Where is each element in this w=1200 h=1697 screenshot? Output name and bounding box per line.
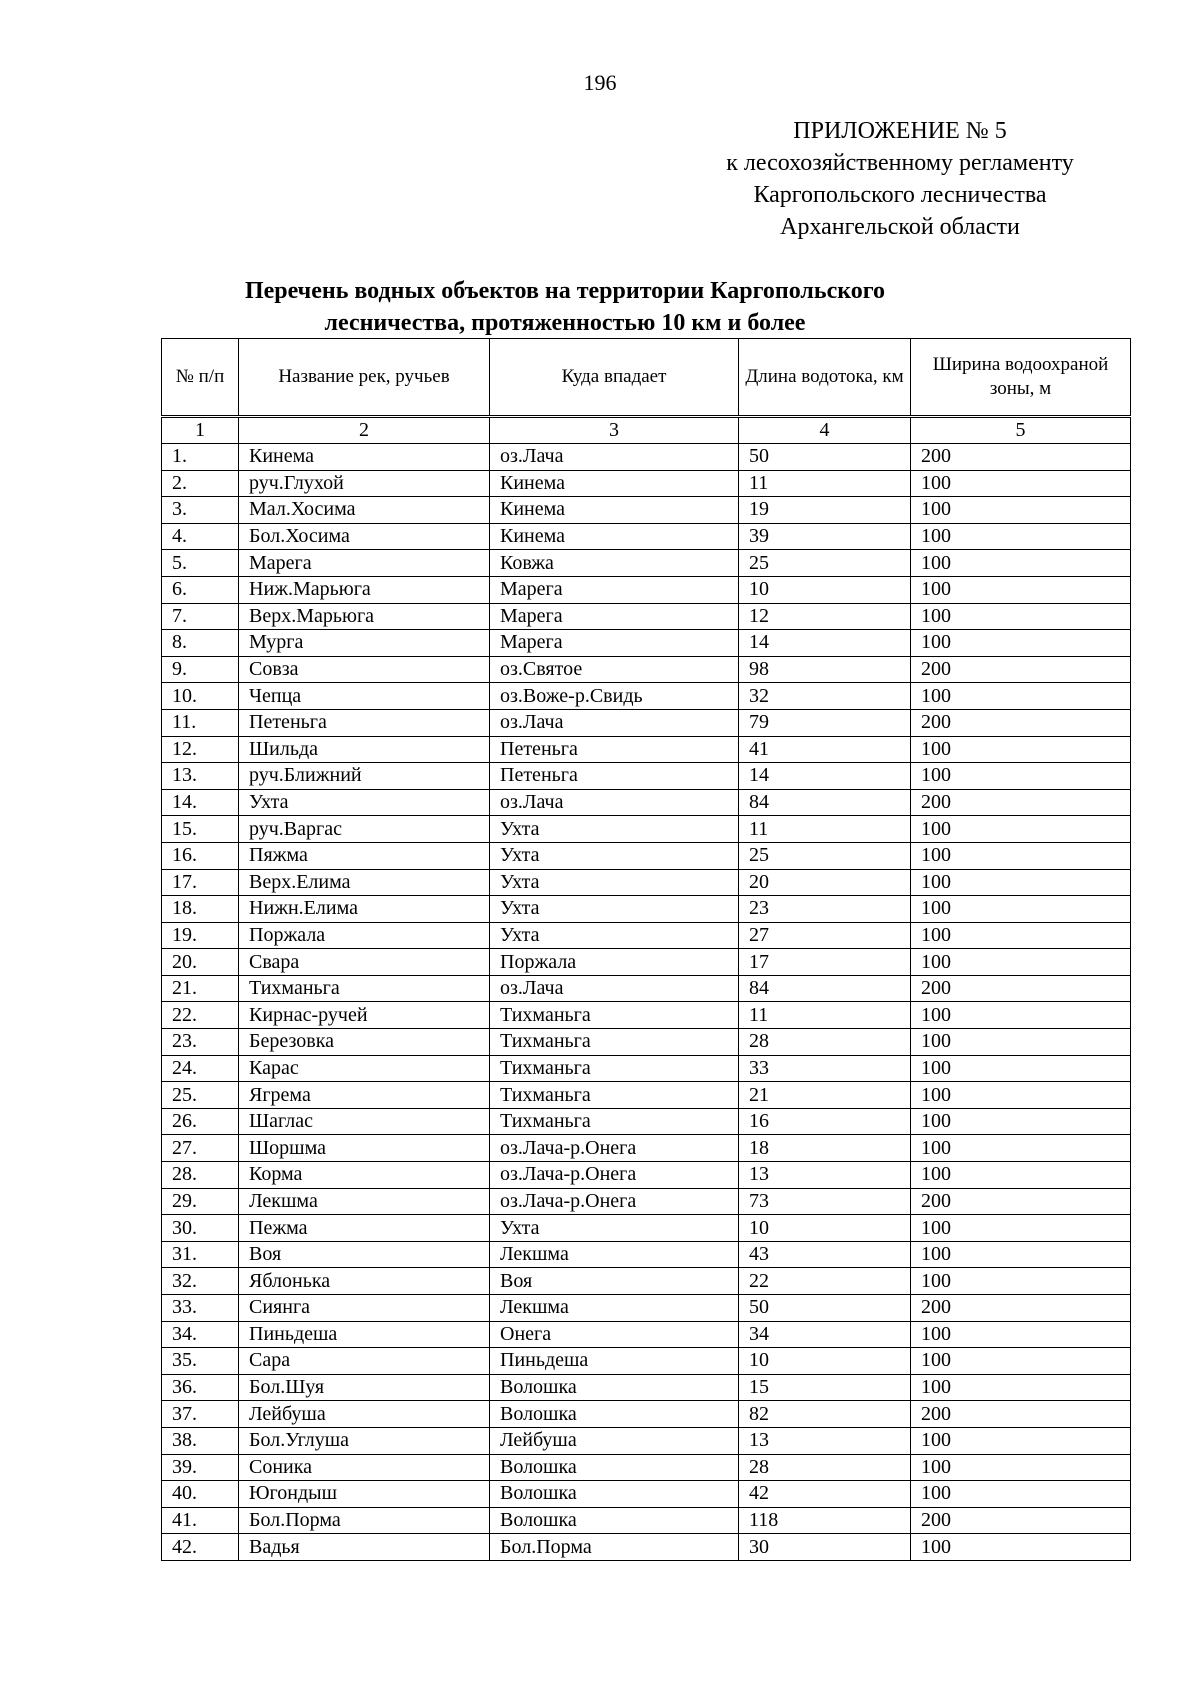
table-row — [162, 1135, 1131, 1162]
cell-protection-zone: 200 — [911, 1507, 1131, 1534]
cell-mouth: Кинема — [490, 470, 739, 497]
table-row — [162, 523, 1131, 550]
cell-number: 14. — [162, 789, 239, 816]
cell-protection-zone: 200 — [911, 1401, 1131, 1428]
cell-protection-zone: 100 — [911, 949, 1131, 976]
cell-protection-zone: 100 — [911, 842, 1131, 869]
table-row — [162, 576, 1131, 603]
cell-protection-zone: 100 — [911, 470, 1131, 497]
table-row — [162, 1055, 1131, 1082]
cell-river-name: руч.Варгас — [239, 816, 490, 843]
cell-length: 16 — [739, 1108, 911, 1135]
cell-river-name: Корма — [239, 1162, 490, 1189]
cell-protection-zone: 100 — [911, 896, 1131, 923]
cell-river-name: Бол.Хосима — [239, 523, 490, 550]
table-row — [162, 1188, 1131, 1215]
cell-number: 13. — [162, 763, 239, 790]
cell-protection-zone: 100 — [911, 1321, 1131, 1348]
column-number: 3 — [490, 417, 739, 444]
cell-river-name: Марега — [239, 550, 490, 577]
cell-mouth: оз.Лача-р.Онега — [490, 1162, 739, 1189]
table-row — [162, 656, 1131, 683]
table-row — [162, 603, 1131, 630]
cell-mouth: Волошка — [490, 1401, 739, 1428]
cell-number: 21. — [162, 975, 239, 1002]
cell-number: 29. — [162, 1188, 239, 1215]
cell-length: 84 — [739, 789, 911, 816]
cell-mouth: Волошка — [490, 1481, 739, 1508]
cell-mouth: оз.Воже-р.Свидь — [490, 683, 739, 710]
cell-river-name: Шоршма — [239, 1135, 490, 1162]
cell-protection-zone: 100 — [911, 1135, 1131, 1162]
table-row — [162, 470, 1131, 497]
cell-mouth: Лекшма — [490, 1295, 739, 1322]
cell-river-name: Бол.Шуя — [239, 1374, 490, 1401]
cell-mouth: Ухта — [490, 816, 739, 843]
cell-river-name: Лейбуша — [239, 1401, 490, 1428]
cell-length: 17 — [739, 949, 911, 976]
cell-mouth: оз.Святое — [490, 656, 739, 683]
cell-number: 31. — [162, 1241, 239, 1268]
cell-mouth: Ухта — [490, 842, 739, 869]
page-number: 196 — [583, 70, 617, 95]
cell-number: 2. — [162, 470, 239, 497]
cell-length: 79 — [739, 709, 911, 736]
cell-river-name: Ухта — [239, 789, 490, 816]
table-row — [162, 1427, 1131, 1454]
cell-river-name: Соника — [239, 1454, 490, 1481]
column-number: 4 — [739, 417, 911, 444]
cell-length: 50 — [739, 1295, 911, 1322]
cell-length: 15 — [739, 1374, 911, 1401]
cell-river-name: Кинема — [239, 444, 490, 471]
cell-number: 9. — [162, 656, 239, 683]
cell-mouth: Ухта — [490, 1215, 739, 1242]
cell-length: 98 — [739, 656, 911, 683]
cell-number: 32. — [162, 1268, 239, 1295]
table-row — [162, 1401, 1131, 1428]
cell-river-name: Тихманьга — [239, 975, 490, 1002]
cell-mouth: Воя — [490, 1268, 739, 1295]
cell-number: 5. — [162, 550, 239, 577]
cell-mouth: Волошка — [490, 1454, 739, 1481]
cell-protection-zone: 100 — [911, 1162, 1131, 1189]
cell-protection-zone: 100 — [911, 869, 1131, 896]
cell-protection-zone: 100 — [911, 1241, 1131, 1268]
table-row — [162, 1454, 1131, 1481]
cell-river-name: Ниж.Марьюга — [239, 576, 490, 603]
water-bodies-table — [161, 338, 1131, 1561]
cell-length: 13 — [739, 1162, 911, 1189]
cell-length: 13 — [739, 1427, 911, 1454]
table-row — [162, 975, 1131, 1002]
column-number: 2 — [239, 417, 490, 444]
cell-number: 15. — [162, 816, 239, 843]
cell-protection-zone: 100 — [911, 1454, 1131, 1481]
table-row — [162, 1002, 1131, 1029]
table-row — [162, 949, 1131, 976]
cell-protection-zone: 200 — [911, 656, 1131, 683]
cell-length: 11 — [739, 1002, 911, 1029]
cell-protection-zone: 200 — [911, 709, 1131, 736]
cell-mouth: Онега — [490, 1321, 739, 1348]
cell-length: 25 — [739, 842, 911, 869]
cell-river-name: Кирнас-ручей — [239, 1002, 490, 1029]
cell-length: 22 — [739, 1268, 911, 1295]
cell-river-name: Совза — [239, 656, 490, 683]
table-row — [162, 869, 1131, 896]
cell-length: 14 — [739, 630, 911, 657]
table-row — [162, 1268, 1131, 1295]
cell-number: 26. — [162, 1108, 239, 1135]
cell-number: 42. — [162, 1534, 239, 1561]
cell-length: 14 — [739, 763, 911, 790]
table-row — [162, 497, 1131, 524]
table-column-numbers-row — [162, 417, 1131, 444]
cell-river-name: Мурга — [239, 630, 490, 657]
cell-protection-zone: 100 — [911, 1108, 1131, 1135]
cell-river-name: Лекшма — [239, 1188, 490, 1215]
cell-river-name: руч.Ближний — [239, 763, 490, 790]
cell-number: 40. — [162, 1481, 239, 1508]
cell-river-name: Петеньга — [239, 709, 490, 736]
cell-mouth: Поржала — [490, 949, 739, 976]
cell-length: 30 — [739, 1534, 911, 1561]
cell-protection-zone: 100 — [911, 1002, 1131, 1029]
table-row — [162, 896, 1131, 923]
cell-river-name: Югондыш — [239, 1481, 490, 1508]
cell-mouth: Петеньга — [490, 763, 739, 790]
cell-mouth: Тихманьга — [490, 1082, 739, 1109]
table-row — [162, 550, 1131, 577]
appendix-line-4: Архангельской области — [780, 214, 1020, 240]
cell-protection-zone: 100 — [911, 1374, 1131, 1401]
cell-river-name: Бол.Порма — [239, 1507, 490, 1534]
cell-number: 19. — [162, 922, 239, 949]
cell-length: 12 — [739, 603, 911, 630]
cell-length: 20 — [739, 869, 911, 896]
cell-mouth: оз.Лача-р.Онега — [490, 1135, 739, 1162]
table-row — [162, 1481, 1131, 1508]
cell-number: 33. — [162, 1295, 239, 1322]
table-row — [162, 1321, 1131, 1348]
cell-number: 16. — [162, 842, 239, 869]
appendix-header — [660, 115, 1140, 243]
cell-mouth: Кинема — [490, 523, 739, 550]
cell-length: 42 — [739, 1481, 911, 1508]
table-header-row — [162, 339, 1131, 417]
cell-mouth: Лекшма — [490, 1241, 739, 1268]
cell-protection-zone: 200 — [911, 975, 1131, 1002]
table-row — [162, 1082, 1131, 1109]
table-row — [162, 709, 1131, 736]
cell-mouth: оз.Лача — [490, 789, 739, 816]
cell-mouth: Лейбуша — [490, 1427, 739, 1454]
header-mouth: Куда впадает — [490, 339, 739, 417]
cell-number: 39. — [162, 1454, 239, 1481]
appendix-line-1: ПРИЛОЖЕНИЕ № 5 — [793, 118, 1007, 144]
cell-protection-zone: 200 — [911, 789, 1131, 816]
cell-length: 32 — [739, 683, 911, 710]
cell-length: 118 — [739, 1507, 911, 1534]
cell-length: 82 — [739, 1401, 911, 1428]
cell-length: 28 — [739, 1454, 911, 1481]
cell-river-name: Шильда — [239, 736, 490, 763]
cell-protection-zone: 200 — [911, 444, 1131, 471]
table-row — [162, 736, 1131, 763]
cell-river-name: Березовка — [239, 1029, 490, 1056]
cell-river-name: Карас — [239, 1055, 490, 1082]
cell-mouth: Ковжа — [490, 550, 739, 577]
table-row — [162, 816, 1131, 843]
cell-protection-zone: 100 — [911, 497, 1131, 524]
cell-length: 50 — [739, 444, 911, 471]
cell-mouth: Тихманьга — [490, 1108, 739, 1135]
header-number: № п/п — [162, 339, 239, 417]
cell-river-name: Пиньдеша — [239, 1321, 490, 1348]
cell-river-name: Поржала — [239, 922, 490, 949]
cell-protection-zone: 100 — [911, 1481, 1131, 1508]
cell-river-name: Свара — [239, 949, 490, 976]
table-row — [162, 1241, 1131, 1268]
cell-protection-zone: 100 — [911, 1215, 1131, 1242]
cell-protection-zone: 100 — [911, 1534, 1131, 1561]
table-row — [162, 1108, 1131, 1135]
cell-length: 23 — [739, 896, 911, 923]
cell-river-name: Ягрема — [239, 1082, 490, 1109]
cell-protection-zone: 100 — [911, 1427, 1131, 1454]
cell-number: 36. — [162, 1374, 239, 1401]
cell-mouth: Тихманьга — [490, 1029, 739, 1056]
cell-number: 34. — [162, 1321, 239, 1348]
cell-mouth: Марега — [490, 603, 739, 630]
cell-river-name: Сара — [239, 1348, 490, 1375]
cell-number: 24. — [162, 1055, 239, 1082]
cell-number: 17. — [162, 869, 239, 896]
table-row — [162, 789, 1131, 816]
appendix-line-2: к лесохозяйственному регламенту — [726, 150, 1074, 176]
cell-protection-zone: 100 — [911, 1082, 1131, 1109]
cell-mouth: Пиньдеша — [490, 1348, 739, 1375]
cell-number: 35. — [162, 1348, 239, 1375]
cell-length: 10 — [739, 1348, 911, 1375]
cell-protection-zone: 100 — [911, 922, 1131, 949]
cell-length: 10 — [739, 576, 911, 603]
cell-length: 18 — [739, 1135, 911, 1162]
cell-mouth: Марега — [490, 630, 739, 657]
cell-length: 43 — [739, 1241, 911, 1268]
cell-river-name: Пежма — [239, 1215, 490, 1242]
table-row — [162, 1162, 1131, 1189]
cell-mouth: Ухта — [490, 869, 739, 896]
cell-number: 37. — [162, 1401, 239, 1428]
cell-number: 1. — [162, 444, 239, 471]
cell-river-name: Нижн.Елима — [239, 896, 490, 923]
column-number: 5 — [911, 417, 1131, 444]
cell-number: 27. — [162, 1135, 239, 1162]
cell-river-name: Воя — [239, 1241, 490, 1268]
column-number: 1 — [162, 417, 239, 444]
table-row — [162, 1029, 1131, 1056]
cell-number: 38. — [162, 1427, 239, 1454]
cell-protection-zone: 200 — [911, 1188, 1131, 1215]
cell-river-name: Чепца — [239, 683, 490, 710]
cell-mouth: Марега — [490, 576, 739, 603]
cell-length: 41 — [739, 736, 911, 763]
header-protection-zone: Ширина водоохраной зоны, м — [911, 339, 1131, 417]
cell-mouth: Ухта — [490, 922, 739, 949]
table-row — [162, 683, 1131, 710]
cell-length: 11 — [739, 816, 911, 843]
cell-protection-zone: 100 — [911, 1055, 1131, 1082]
header-length: Длина водотока, км — [739, 339, 911, 417]
cell-number: 41. — [162, 1507, 239, 1534]
table-row — [162, 1534, 1131, 1561]
cell-river-name: Сиянга — [239, 1295, 490, 1322]
table-row — [162, 1215, 1131, 1242]
cell-length: 28 — [739, 1029, 911, 1056]
cell-protection-zone: 100 — [911, 576, 1131, 603]
cell-river-name: Вадья — [239, 1534, 490, 1561]
cell-length: 11 — [739, 470, 911, 497]
cell-river-name: Пяжма — [239, 842, 490, 869]
cell-river-name: Шаглас — [239, 1108, 490, 1135]
table-row — [162, 444, 1131, 471]
table-row — [162, 922, 1131, 949]
cell-river-name: Верх.Марьюга — [239, 603, 490, 630]
cell-river-name: Верх.Елима — [239, 869, 490, 896]
cell-protection-zone: 100 — [911, 550, 1131, 577]
cell-mouth: Ухта — [490, 896, 739, 923]
document-title-line-1: Перечень водных объектов на территории Каргопольского — [244, 278, 886, 304]
cell-number: 25. — [162, 1082, 239, 1109]
document-title-line-2: лесничества, протяженностью 10 км и более — [324, 310, 806, 336]
table-row — [162, 1348, 1131, 1375]
cell-number: 30. — [162, 1215, 239, 1242]
cell-river-name: Бол.Углуша — [239, 1427, 490, 1454]
cell-mouth: Бол.Порма — [490, 1534, 739, 1561]
cell-river-name: Яблонька — [239, 1268, 490, 1295]
document-title — [150, 275, 980, 339]
cell-number: 8. — [162, 630, 239, 657]
cell-protection-zone: 100 — [911, 523, 1131, 550]
cell-number: 3. — [162, 497, 239, 524]
header-river-name: Название рек, ручьев — [239, 339, 490, 417]
cell-number: 28. — [162, 1162, 239, 1189]
cell-protection-zone: 100 — [911, 763, 1131, 790]
cell-length: 19 — [739, 497, 911, 524]
cell-length: 39 — [739, 523, 911, 550]
appendix-line-3: Каргопольского лесничества — [753, 182, 1047, 208]
cell-length: 84 — [739, 975, 911, 1002]
table-body — [162, 444, 1131, 1561]
table-row — [162, 630, 1131, 657]
cell-number: 4. — [162, 523, 239, 550]
cell-length: 27 — [739, 922, 911, 949]
cell-mouth: Кинема — [490, 497, 739, 524]
cell-protection-zone: 100 — [911, 736, 1131, 763]
cell-length: 73 — [739, 1188, 911, 1215]
cell-protection-zone: 100 — [911, 630, 1131, 657]
cell-number: 12. — [162, 736, 239, 763]
cell-mouth: оз.Лача — [490, 975, 739, 1002]
table-row — [162, 842, 1131, 869]
cell-protection-zone: 100 — [911, 1268, 1131, 1295]
cell-mouth: Петеньга — [490, 736, 739, 763]
cell-number: 6. — [162, 576, 239, 603]
cell-protection-zone: 100 — [911, 603, 1131, 630]
cell-number: 10. — [162, 683, 239, 710]
cell-mouth: оз.Лача-р.Онега — [490, 1188, 739, 1215]
cell-protection-zone: 100 — [911, 683, 1131, 710]
cell-number: 7. — [162, 603, 239, 630]
cell-number: 23. — [162, 1029, 239, 1056]
cell-number: 18. — [162, 896, 239, 923]
cell-length: 21 — [739, 1082, 911, 1109]
cell-protection-zone: 100 — [911, 816, 1131, 843]
table-row — [162, 1507, 1131, 1534]
cell-mouth: оз.Лача — [490, 444, 739, 471]
table-row — [162, 1295, 1131, 1322]
cell-mouth: Тихманьга — [490, 1002, 739, 1029]
cell-river-name: руч.Глухой — [239, 470, 490, 497]
table-row — [162, 1374, 1131, 1401]
cell-number: 20. — [162, 949, 239, 976]
cell-protection-zone: 100 — [911, 1348, 1131, 1375]
cell-protection-zone: 200 — [911, 1295, 1131, 1322]
cell-length: 25 — [739, 550, 911, 577]
cell-number: 22. — [162, 1002, 239, 1029]
cell-length: 34 — [739, 1321, 911, 1348]
cell-mouth: Волошка — [490, 1507, 739, 1534]
table-row — [162, 763, 1131, 790]
cell-number: 11. — [162, 709, 239, 736]
cell-length: 33 — [739, 1055, 911, 1082]
cell-mouth: Тихманьга — [490, 1055, 739, 1082]
cell-river-name: Мал.Хосима — [239, 497, 490, 524]
cell-length: 10 — [739, 1215, 911, 1242]
cell-protection-zone: 100 — [911, 1029, 1131, 1056]
cell-mouth: оз.Лача — [490, 709, 739, 736]
cell-mouth: Волошка — [490, 1374, 739, 1401]
